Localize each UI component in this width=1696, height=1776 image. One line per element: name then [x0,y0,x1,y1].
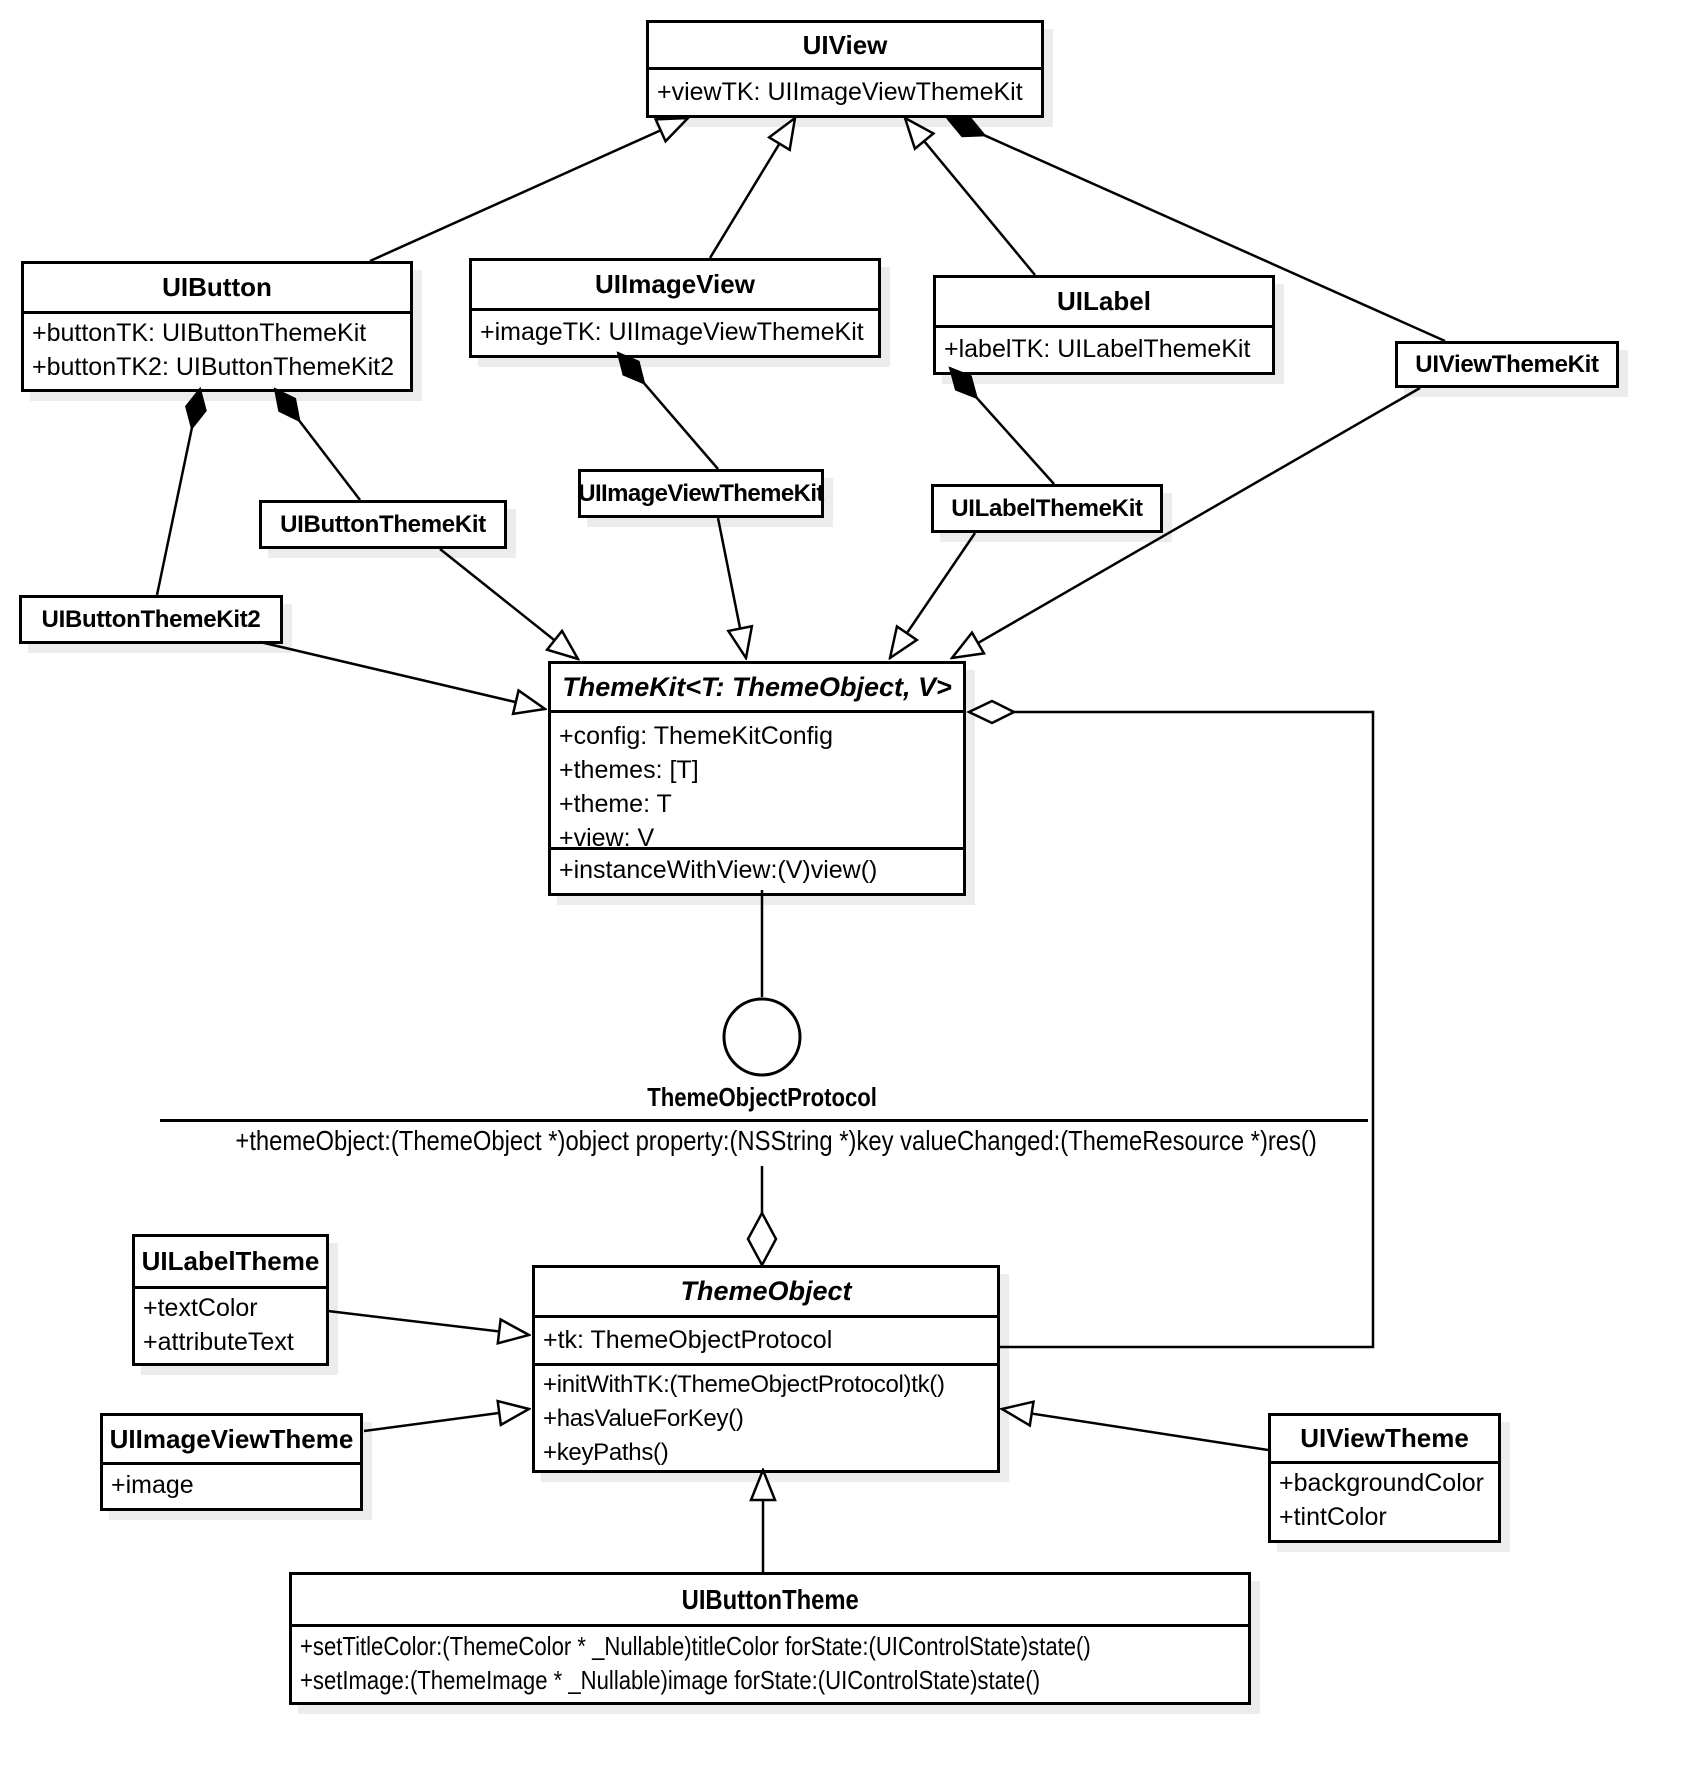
class-box-uibuttonthemekit[interactable] [259,500,507,549]
class-box-uiview[interactable] [646,20,1044,118]
class-title: UIButtonThemeKit2 [41,605,261,633]
class-title: UIView [649,23,1041,70]
edge-uibuttonthemekit2-themekit [260,642,545,709]
class-method: +setTitleColor:(ThemeColor * _Nullable)titleColor forState:(UIControlState)state() [300,1631,1091,1661]
edge-uiimageviewthemekit-uiimageview-composition [618,353,718,469]
class-attribute: +buttonTK2: UIButtonThemeKit2 [32,353,395,381]
class-box-uilabeltheme[interactable] [132,1234,329,1366]
class-attribute: +config: ThemeKitConfig [559,722,833,750]
edge-uiviewtheme-themeobject [1002,1409,1268,1450]
class-title: UILabel [936,278,1272,328]
edge-uilabelthemekit-themekit [890,533,975,658]
class-box-uilabelthemekit[interactable] [931,484,1163,533]
class-title: UIButton [24,264,410,314]
edge-uibuttonthemekit2-uibutton-composition [157,389,200,595]
edge-uiimageview-uiview [710,118,795,258]
edge-uiimageviewthemekit-themekit [718,518,746,658]
edge-uibutton-uiview [370,118,688,261]
class-title: UIViewThemeKit [1415,350,1599,378]
edge-uilabeltheme-themeobject [328,1311,529,1335]
class-attribute: +backgroundColor [1279,1469,1484,1497]
edge-uibuttonthemekit-uibutton-composition [275,389,360,500]
class-box-uiimageview[interactable] [469,258,881,358]
class-attribute: +themes: [T] [559,756,699,784]
class-method: +keyPaths() [543,1439,669,1466]
edge-uiimageviewtheme-themeobject [364,1409,529,1431]
edge-uilabelthemekit-uilabel-composition [950,368,1054,484]
class-method: +initWithTK:(ThemeObjectProtocol)tk() [543,1371,945,1398]
class-box-themeobject[interactable] [532,1265,1000,1473]
class-attribute: +view: V [559,824,655,850]
class-box-uiviewthemekit[interactable] [1395,341,1619,388]
class-method: +hasValueForKey() [543,1405,744,1432]
class-title: ThemeObject [535,1268,997,1318]
edge-themekit-themeobject-aggregation [969,712,1373,1347]
class-attribute: +tk: ThemeObjectProtocol [543,1326,833,1354]
class-attribute: +textColor [143,1294,258,1322]
class-attribute: +image [111,1471,194,1499]
class-attribute: +buttonTK: UIButtonThemeKit [32,319,367,347]
class-attribute: +attributeText [143,1328,294,1356]
protocol-separator [160,1119,1368,1122]
protocol-aggregation-diamond [748,1213,776,1265]
class-attribute: +viewTK: UIImageViewThemeKit [657,78,1023,106]
class-box-uiimageviewtheme[interactable] [100,1413,363,1511]
class-box-uiimageviewthemekit[interactable] [578,469,824,518]
class-title: UILabelThemeKit [951,494,1143,522]
class-title: ThemeKit<T: ThemeObject, V> [551,664,963,713]
class-title: UIViewTheme [1271,1416,1498,1464]
class-box-uiviewtheme[interactable] [1268,1413,1501,1543]
class-attribute: +labelTK: UILabelThemeKit [944,335,1251,363]
class-box-uilabel[interactable] [933,275,1275,375]
class-box-uibutton[interactable] [21,261,413,392]
lollipop-circle [724,999,800,1075]
class-title: UILabelTheme [135,1237,326,1289]
class-box-themekit[interactable] [548,661,966,896]
edge-uibuttonthemekit-themekit [440,549,578,659]
protocol-label: ThemeObjectProtocol [647,1082,877,1112]
class-title: UIImageViewThemeKit [578,479,824,507]
edge-uilabel-uiview [905,118,1035,275]
class-title: UIButtonThemeKit [280,510,486,538]
class-attribute: +theme: T [559,790,672,818]
class-method: +themeObject:(ThemeObject *)object property:(NSString *)key valueChanged:(ThemeResource *)res() [235,1125,1317,1156]
class-method: +instanceWithView:(V)view() [559,856,878,884]
protocol-method-row [140,1125,1386,1157]
class-box-uibuttonthemekit2[interactable] [19,595,283,644]
class-attribute: +tintColor [1279,1503,1387,1531]
class-title: UIImageViewTheme [103,1416,360,1465]
class-box-uibuttontheme[interactable] [289,1572,1251,1705]
class-attribute: +imageTK: UIImageViewThemeKit [480,318,864,346]
class-method: +setImage:(ThemeImage * _Nullable)image forState:(UIControlState)state() [300,1665,1041,1695]
class-title: UIButtonTheme [292,1575,1248,1627]
class-title: UIImageView [472,261,878,311]
